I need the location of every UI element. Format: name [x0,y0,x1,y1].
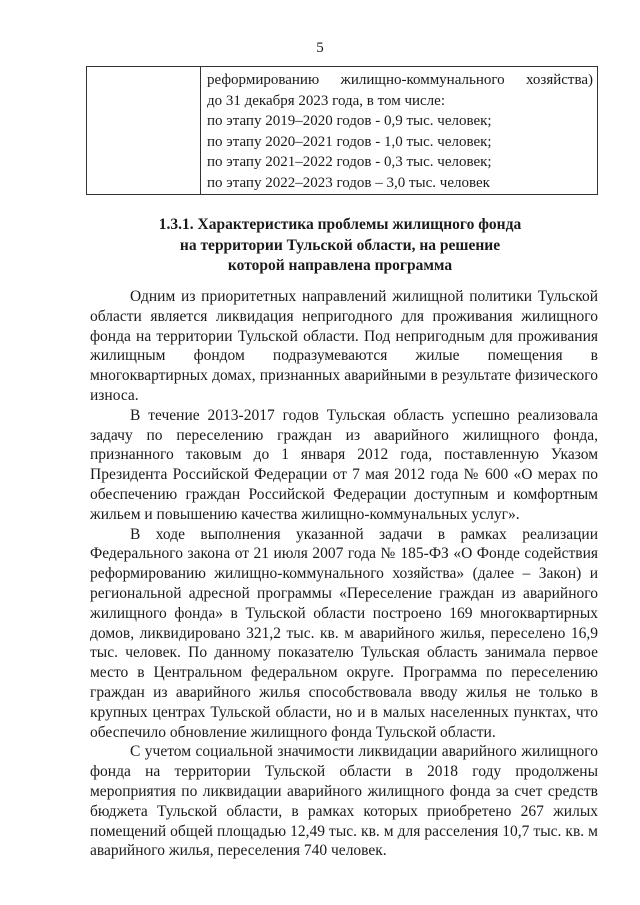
heading-line: которой направлена программа [227,257,453,274]
continuation-table [86,66,598,195]
table-left-cell [87,67,201,194]
paragraph: С учетом социальной значимости ликвидации аварийного жилищного фонда на территории Тульской области в 2018 году продолжены мероприятия по ликвидации аварийного жилищного фонда за счет средств бюджета Тульской области, в рамках которых приобретено 267 жилых помещений общей площадью 12,49 тыс. кв. м для расселения 10,7 тыс. кв. м аварийного жилья, переселения 740 человек. [90,743,598,860]
table-line: реформированию жилищно-коммунального хозяйства) [207,72,593,88]
table-line: до 31 декабря 2023 года, в том числе: [207,92,445,109]
table-line: по этапу 2020–2021 годов - 1,0 тыс. человек; [207,133,492,150]
table-line: по этапу 2019–2020 годов - 0,9 тыс. человек; [207,113,492,129]
table-line: по этапу 2022–2023 годов – 3,0 тыс. человек [207,174,490,191]
table-right-cell [201,67,597,194]
body-text [90,287,598,861]
heading-line: на территории Тульской области, на решение [179,236,501,254]
paragraph: В ходе выполнения указанной задачи в рамках реализации Федерального закона от 21 июля 2007 года № 185-ФЗ «О Фонде содействия реформированию жилищно-коммунального хозяйства» (далее – Закон) и региональной адресной программы «Переселение граждан из аварийного жилищного фонда» в Тульской области построено 169 многоквартирных домов, ликвидировано 321,2 тыс. кв. м аварийного жилья, переселено 16,9 тыс. человек. По данному показателю Тульская область занимала первое место в Центральном федеральном округе. Программа по переселению граждан из аварийного жилья способствовала вводу жилья не только в крупных центрах Тульской области, но и в малых населенных пунктах, что обеспечило обновление жилищного фонда Тульской области. [90,525,598,741]
page-number: 5 [316,40,324,56]
section-heading [90,215,590,277]
heading-line: 1.3.1. Характеристика проблемы жилищного фонда [158,216,522,233]
paragraph: В течение 2013-2017 годов Тульская область успешно реализовала задачу по переселению граждан из аварийного жилищного фонда, признанного таковым до 1 января 2012 года, поставленную Указом Президента Российской Федерации от 7 мая 2012 года № 600 «О мерах по обеспечению граждан Российской Федерации доступным и комфортным жильем и повышению качества жилищно-коммунальных услуг». [90,406,598,523]
paragraph: Одним из приоритетных направлений жилищной политики Тульской области является ликвидация непригодного для проживания жилищного фонда на территории Тульской области. Под непригодным для проживания жилищным фондом подразумеваются жилые помещения в многоквартирных домах, признанных аварийными в результате физического износа. [90,288,598,404]
table-line: по этапу 2021–2022 годов - 0,3 тыс. человек; [207,154,492,170]
